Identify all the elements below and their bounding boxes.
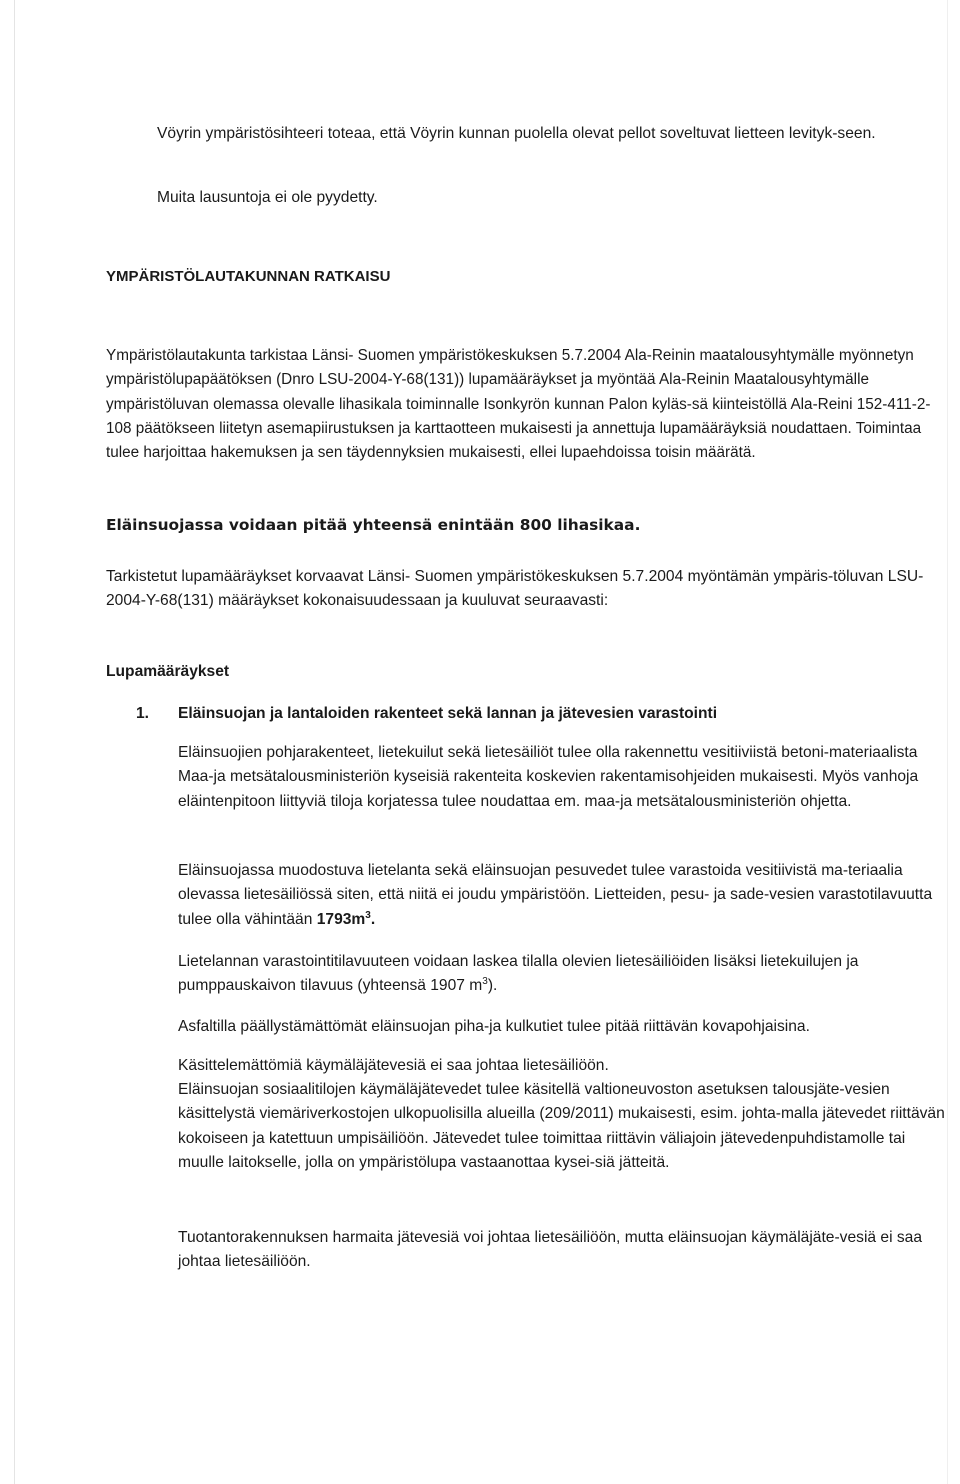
decision-paragraph: Ympäristölautakunta tarkistaa Länsi- Suomen ympäristökeskuksen 5.7.2004 Ala-Reinin maatalousyhtymälle myönnetyn ympäristölupapäätöksen (Dnro LSU-2004-Y-68(131)) lupamääräykset ja myöntää Ala-Reinin Maatalousyhtymälle ympäristöluvan olemassa olevalle lihasikala toiminnalle Isonkyrön kunnan Palon kyläs-sä kiinteistöllä Ala-Reini 152-411-2-108 päätökseen liitetyn asemapiirustuksen ja karttaotteen mukaisesti ja annettuja lupamääräyksiä noudattaen. Toimintaa tulee harjoittaa hakemuksen ja sen täydennyksien mukaisesti, ellei lupaehdoissa toisin määrätä. — [106, 347, 931, 462]
page-edge — [14, 0, 15, 1484]
section-heading: YMPÄRISTÖLAUTAKUNNAN RATKAISU — [106, 268, 391, 285]
condition-title: Eläinsuojan ja lantaloiden rakenteet sekä lannan ja jätevesien varastointi — [178, 705, 718, 722]
max-animals-statement: Eläinsuojassa voidaan pitää yhteensä enintään 800 lihasikaa. — [106, 516, 641, 534]
condition-paragraph-social-facilities: Eläinsuojan sosiaalitilojen käymäläjätevedet tulee käsitellä valtioneuvoston asetuksen talousjäte-vesien käsittelystä viemäriverkostojen ulkopuolisilla alueilla (209/2011) mukaisesti, esim. johta-malla jätevedet riittävän kokoiseen ja katettuun umpisäiliöön. Jätevedet tulee toimittaa riittävin väliajoin jätevedenpuhdistamolle tai muulle laitokselle, jolla on ympäristölupa vastaanottaa kysei-siä jätteitä. — [178, 1081, 945, 1171]
storage-volume: $1793m^3$. — [316, 909, 376, 928]
condition-paragraph-storage — [178, 859, 948, 932]
conditions-title: Lupamääräykset — [106, 663, 230, 680]
condition-paragraph-structures: Eläinsuojien pohjarakenteet, lietekuilut sekä lietesäiliöt tulee olla rakennettu vesitiiviistä betoni-materiaalista Maa-ja metsätalousministeriön kyseisiä rakenteita koskevien rakentamisohjeiden mukaisesti. Myös vanhoja eläintenpitoon liittyviä tiloja korjatessa tulee noudattaa em. maa-ja metsätalousministeriön ohjetta. — [178, 744, 919, 810]
condition-paragraph-yards: Asfaltilla päällystämättömät eläinsuojan piha-ja kulkutiet tulee pitää riittävän kovapohjaisina. — [178, 1018, 810, 1035]
condition-paragraph-capacity: Lietelannan varastointitilavuuteen voidaan laskea tilalla olevien lietesäiliöiden lisäksi lietekuilujen ja pumppauskaivon tilavuus (yhteensä 1907 $m^3$). — [178, 953, 859, 995]
condition-paragraph-toilet-waste: Käsittelemättömiä käymäläjätevesiä ei saa johtaa lietesäiliöön. — [178, 1057, 609, 1074]
storage-text: Eläinsuojassa muodostuva lietelanta sekä eläinsuojan pesuvedet tulee varastoida vesitiivistä ma-teriaalia olevassa lietesäiliössä siten, että niitä ei joudu ympäristöön. Lietteiden, pesu- ja sade-vesien varastotilavuutta tulee olla vähintään — [178, 862, 933, 928]
intro-paragraph-1: Vöyrin ympäristösihteeri toteaa, että Vöyrin kunnan puolella olevat pellot soveltuvat lietteen levityk-seen. — [157, 125, 876, 142]
intro-paragraph-2: Muita lausuntoja ei ole pyydetty. — [157, 189, 378, 206]
condition-paragraph-grey-water: Tuotantorakennuksen harmaita jätevesiä voi johtaa lietesäiliöön, mutta eläinsuojan käymäläjäte-vesiä ei saa johtaa lietesäiliöön. — [178, 1229, 923, 1271]
condition-number: 1. — [136, 705, 150, 722]
revised-conditions-paragraph: Tarkistetut lupamääräykset korvaavat Länsi- Suomen ympäristökeskuksen 5.7.2004 myöntämän ympäris-töluvan LSU-2004-Y-68(131) määräykset kokonaisuudessaan ja kuuluvat seuraavasti: — [106, 568, 924, 610]
